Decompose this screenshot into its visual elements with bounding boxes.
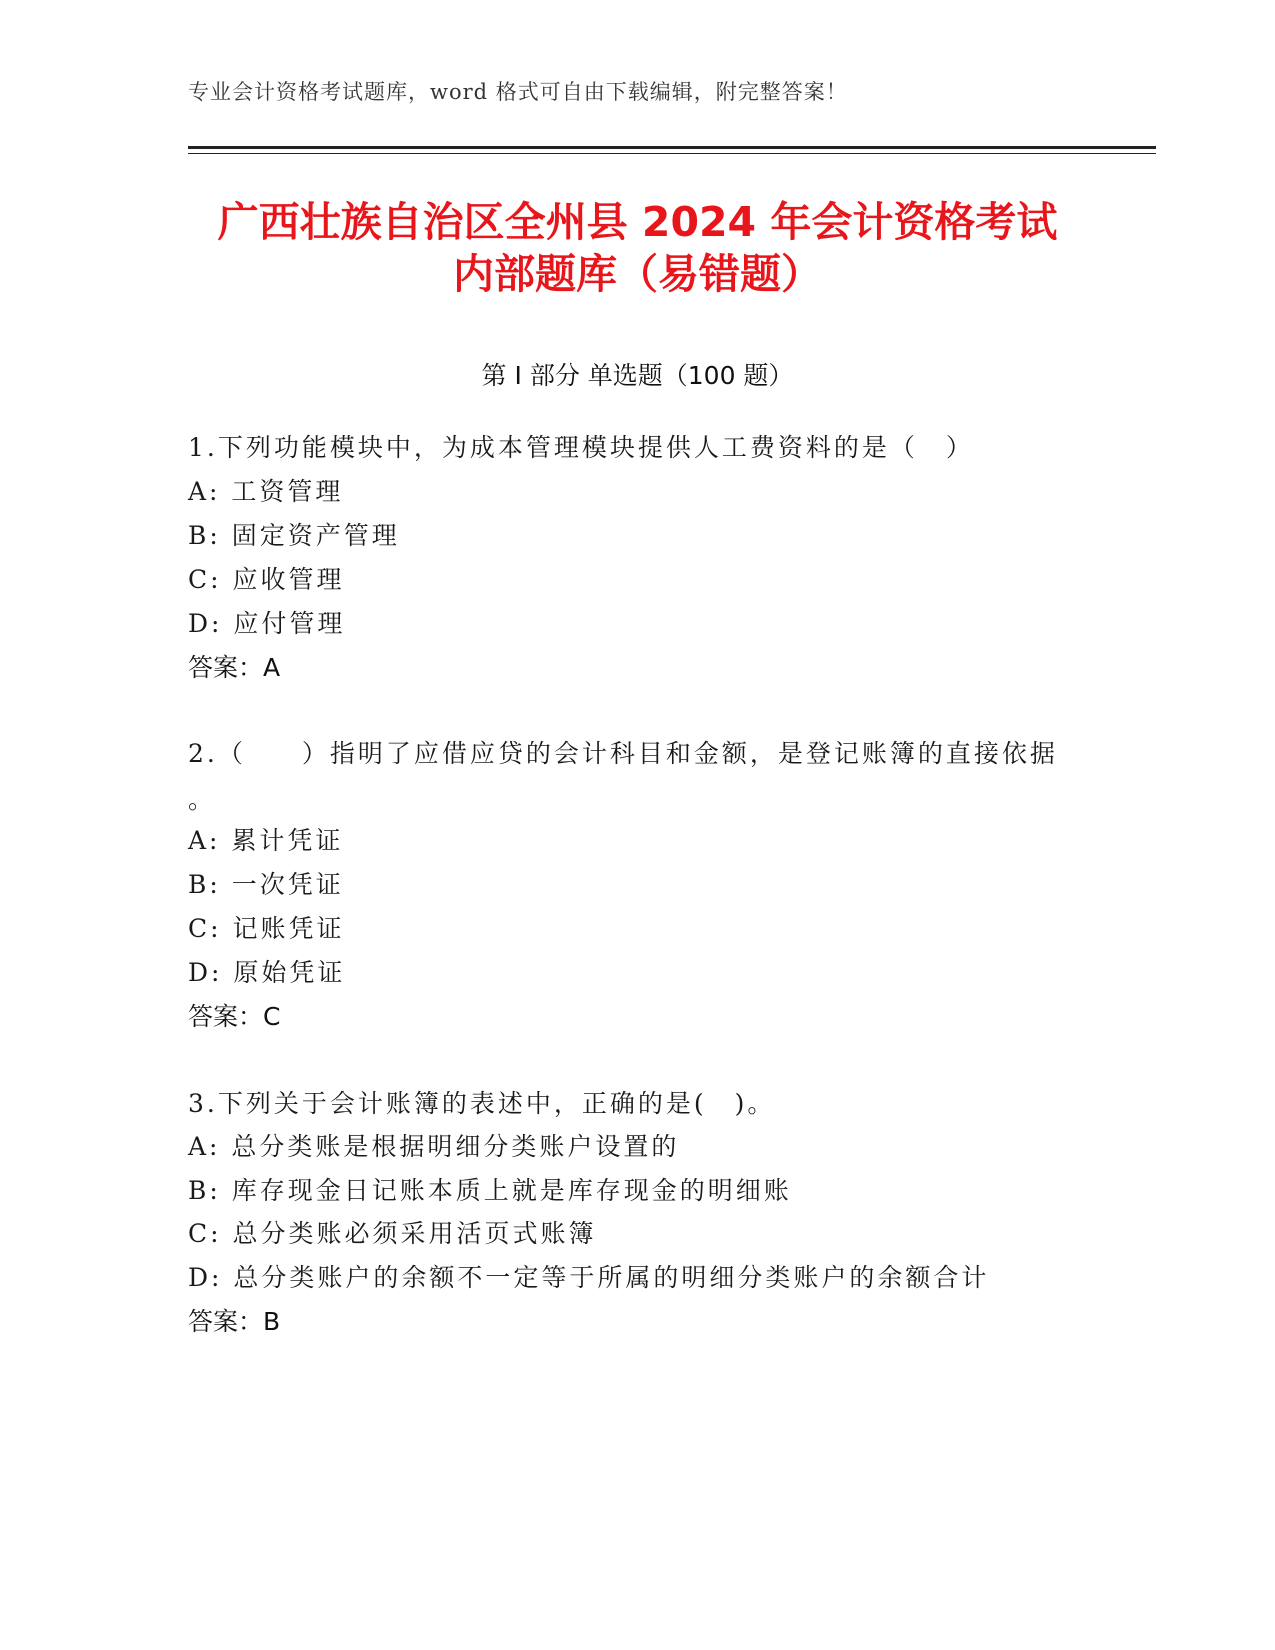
header-rule-thin (188, 153, 1156, 154)
option-a: A: 总分类账是根据明细分类账户设置的 (188, 1132, 680, 1161)
option-c: C: 总分类账必须采用活页式账簿 (188, 1219, 597, 1248)
question-stem-continuation: 。 (188, 785, 217, 814)
header-rule-thick (188, 146, 1156, 149)
document-title-line-2: 内部题库（易错题） (453, 250, 822, 298)
question-stem: 2.（ ）指明了应借应贷的会计科目和金额，是登记账簿的直接依据 (188, 739, 1058, 768)
question-stem: 1.下列功能模块中，为成本管理模块提供人工费资料的是（ ） (188, 433, 974, 462)
option-a: A: 累计凭证 (188, 826, 344, 855)
header-note: 专业会计资格考试题库，word 格式可自由下载编辑，附完整答案！ (188, 80, 848, 104)
option-b: B: 固定资产管理 (188, 521, 400, 550)
option-d: D: 原始凭证 (188, 958, 346, 987)
option-c: C: 应收管理 (188, 565, 345, 594)
answer: 答案：C (188, 1002, 281, 1031)
option-b: B: 一次凭证 (188, 870, 344, 899)
question-stem: 3.下列关于会计账簿的表述中，正确的是( )。 (188, 1089, 776, 1118)
answer: 答案：A (188, 653, 281, 682)
option-d: D: 总分类账户的余额不一定等于所属的明细分类账户的余额合计 (188, 1263, 990, 1292)
document-title (150, 196, 1125, 300)
section-title: 第 I 部分 单选题（100 题） (481, 361, 794, 390)
document-title-line-1: 广西壮族自治区全州县 2024 年会计资格考试 (217, 198, 1058, 246)
option-b: B: 库存现金日记账本质上就是库存现金的明细账 (188, 1176, 792, 1205)
option-d: D: 应付管理 (188, 609, 346, 638)
option-a: A: 工资管理 (188, 477, 344, 506)
option-c: C: 记账凭证 (188, 914, 345, 943)
answer: 答案：B (188, 1307, 281, 1336)
